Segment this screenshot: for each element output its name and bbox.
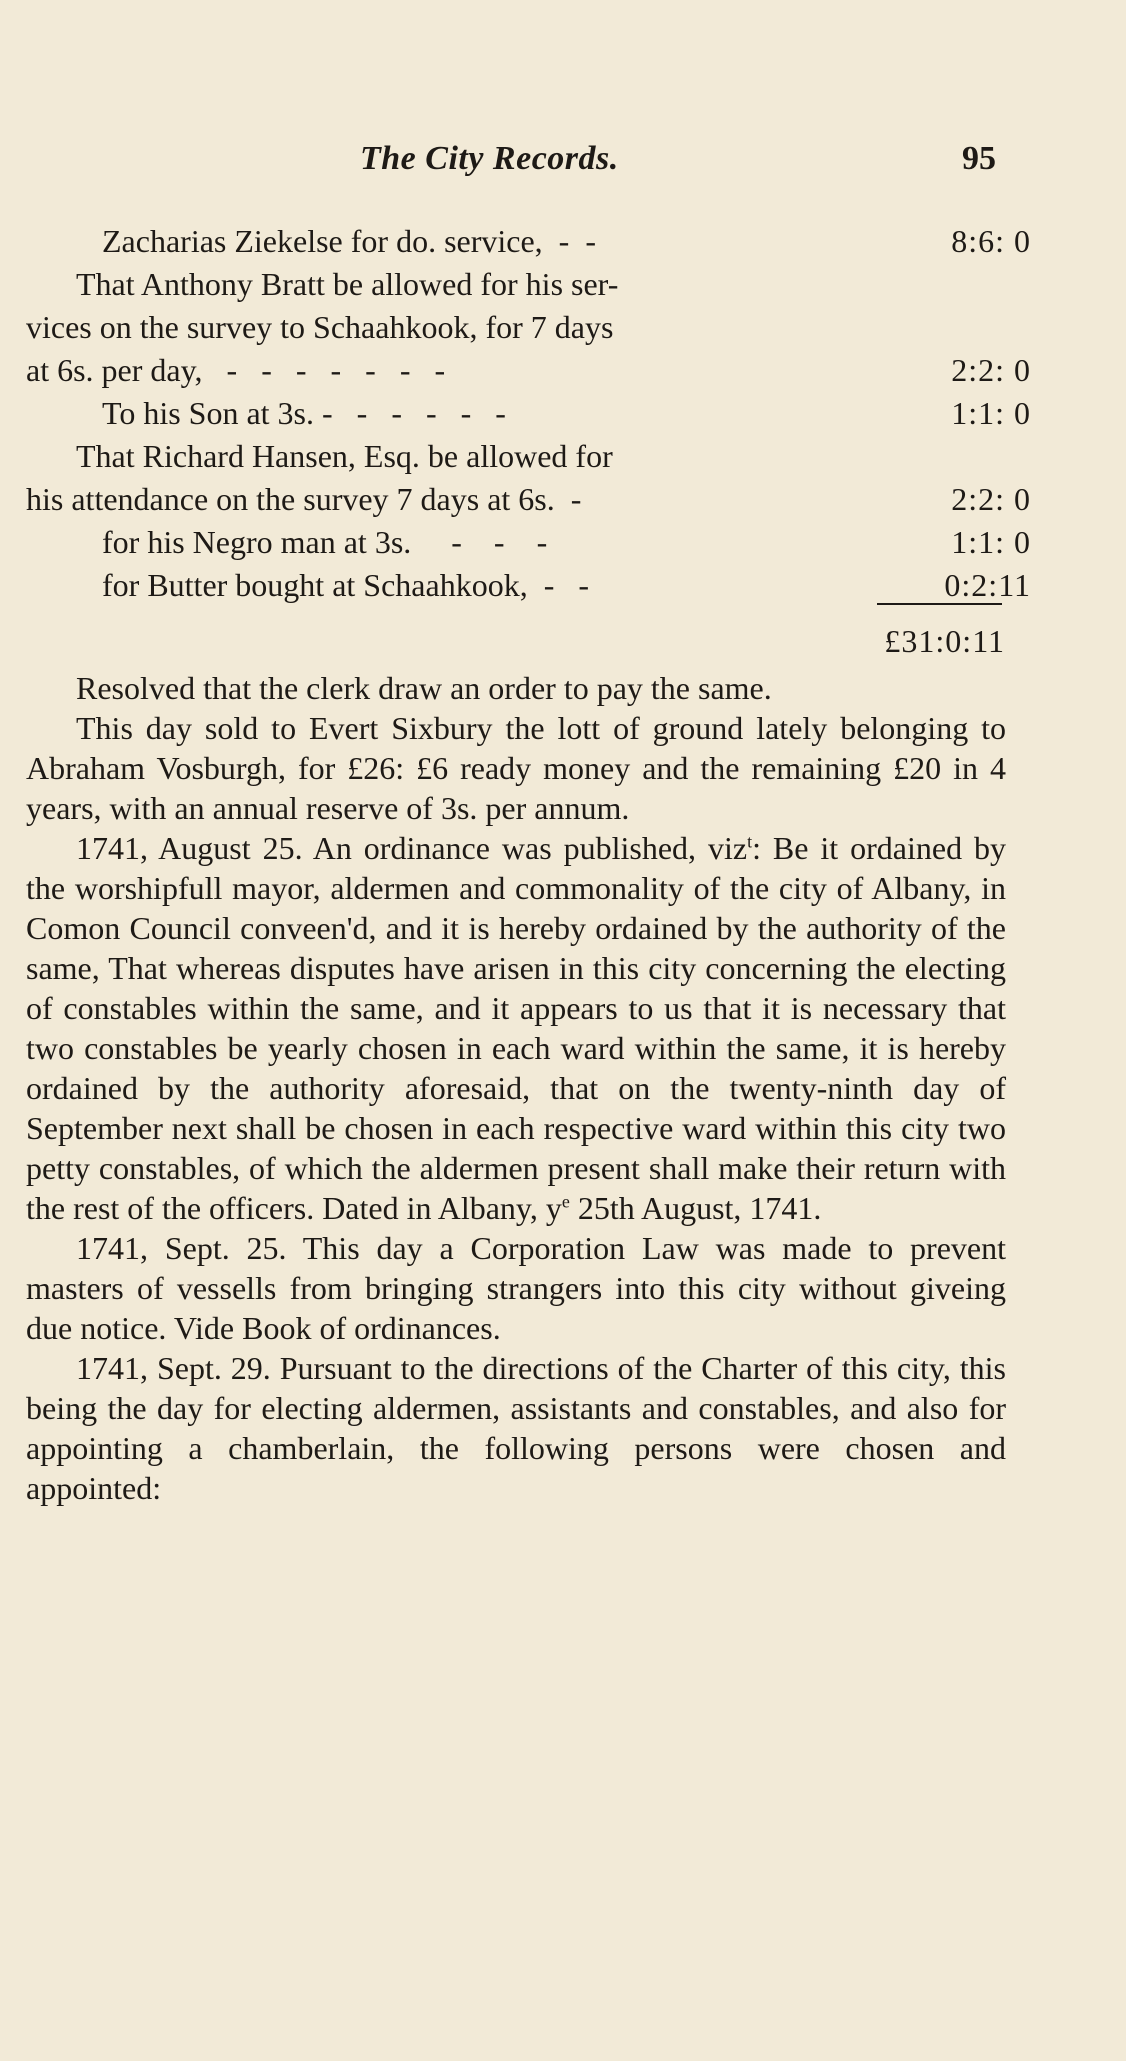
account-text: To his Son at 3s. - - - - - -	[102, 395, 506, 431]
account-row	[26, 521, 1031, 564]
paragraph: 1741, Sept. 25. This day a Corporation Law was made to prevent masters of vessells from bringing strangers into this city without giveing due notice. Vide Book of ordinances.	[26, 1230, 1006, 1346]
page-header	[0, 140, 1126, 190]
account-text: That Richard Hansen, Esq. be allowed for	[76, 438, 613, 474]
account-row	[26, 392, 1031, 435]
account-row	[26, 306, 1026, 349]
account-row	[26, 263, 1026, 306]
account-text: vices on the survey to Schaahkook, for 7 days	[26, 309, 614, 345]
running-head: The City Records.	[360, 140, 619, 177]
account-text: for Butter bought at Schaahkook, - -	[102, 567, 589, 603]
body-text	[26, 668, 1006, 1508]
account-amount: 2:2: 0	[951, 481, 1031, 517]
paragraph: 1741, August 25. An ordinance was published, viz$^t$: Be it ordained by the worshipfull mayor, aldermen and commonality of the city of Albany, in Comon Council conveen'd, and it is hereby ordained by the authority of the same, That whereas disputes have arisen in this city concerning the electing of constables within the same, and it appears to us that it is necessary that two constables be yearly chosen in each ward within the same, it is hereby ordained by the authority aforesaid, that on the twenty-ninth day of September next shall be chosen in each respective ward within this city two petty constables, of which the aldermen present shall make their return with the rest of the officers. Dated in Albany, $y^e$ 25th August, 1741.	[26, 830, 1007, 1226]
paragraph: 1741, Sept. 29. Pursuant to the directions of the Charter of this city, this being the day for electing aldermen, assistants and constables, and also for appointing a chamberlain, the following persons were chosen and appointed:	[26, 1350, 1006, 1506]
account-row	[26, 220, 1031, 263]
account-text: That Anthony Bratt be allowed for his ser-	[76, 266, 619, 302]
account-row	[26, 349, 1031, 392]
paragraph: Resolved that the clerk draw an order to pay the same.	[76, 670, 772, 706]
account-amount: 2:2: 0	[951, 352, 1031, 388]
account-text: Zacharias Ziekelse for do. service, - -	[102, 223, 596, 259]
superscript: e	[561, 1191, 570, 1212]
account-row	[26, 564, 1031, 607]
account-amount: 8:6: 0	[951, 223, 1031, 259]
account-amount: 0:2:11	[944, 567, 1031, 603]
account-text: for his Negro man at 3s. - - -	[102, 524, 548, 560]
account-text: his attendance on the survey 7 days at 6s. -	[26, 481, 582, 517]
account-total: £31:0:11	[884, 623, 1005, 659]
page-number: 95	[962, 140, 996, 177]
account-row	[26, 435, 1026, 478]
sum-rule	[877, 603, 1002, 605]
account-row	[26, 478, 1031, 521]
account-amount: 1:1: 0	[951, 524, 1031, 560]
accounts-list	[26, 220, 1031, 607]
superscript: t	[747, 831, 753, 852]
account-amount: 1:1: 0	[951, 395, 1031, 431]
paragraph: This day sold to Evert Sixbury the lott of ground lately belonging to Abraham Vosburgh, for £26: £6 ready money and the remaining £20 in 4 years, with an annual reserve of 3s. per annum.	[26, 710, 1006, 826]
account-text: at 6s. per day, - - - - - - -	[26, 352, 446, 388]
